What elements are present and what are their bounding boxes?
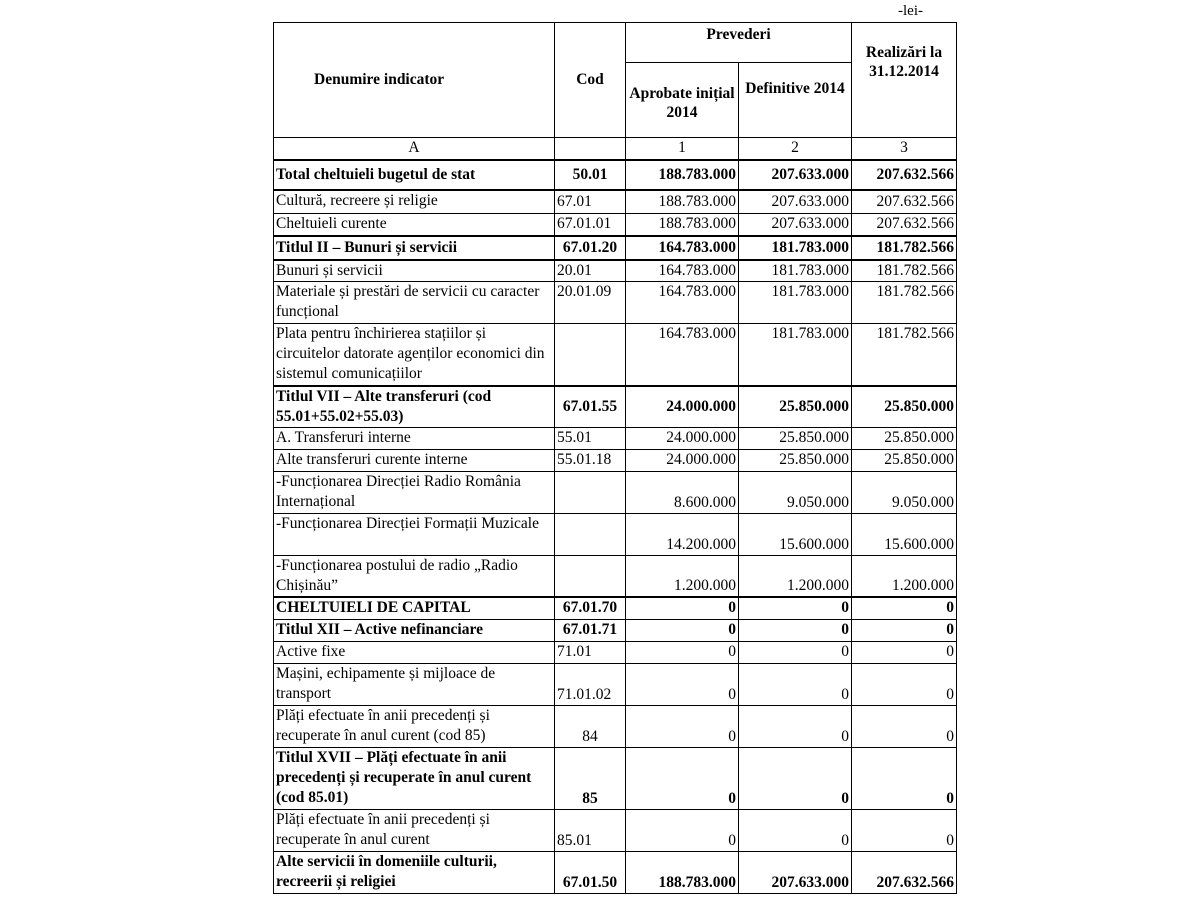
indicator-name: Titlul VII – Alte transferuri (cod 55.01+55.02+55.03) xyxy=(274,386,555,428)
value-definitive: 9.050.000 xyxy=(739,471,852,513)
value-realizari: 0 xyxy=(852,747,957,809)
value-definitive: 0 xyxy=(739,809,852,851)
value-definitive: 181.783.000 xyxy=(739,236,852,260)
value-aprobate: 0 xyxy=(626,663,739,705)
value-definitive: 207.633.000 xyxy=(739,160,852,190)
indicator-code: 67.01.01 xyxy=(555,214,626,236)
indicator-code: 67.01.20 xyxy=(555,236,626,260)
header-name: Denumire indicator xyxy=(274,23,555,138)
indicator-name: Plăți efectuate în anii precedenți și recuperate în anul curent (cod 85) xyxy=(274,705,555,747)
value-definitive: 207.633.000 xyxy=(739,190,852,214)
table-row xyxy=(274,427,957,449)
indicator-code: 67.01.71 xyxy=(555,619,626,641)
indicator-code: 85 xyxy=(555,747,626,809)
indicator-code: 50.01 xyxy=(555,160,626,190)
value-realizari: 0 xyxy=(852,619,957,641)
indicator-code: 71.01.02 xyxy=(555,663,626,705)
indicator-name: Cheltuieli curente xyxy=(274,214,555,236)
value-realizari: 0 xyxy=(852,597,957,619)
table-row xyxy=(274,663,957,705)
colnum-a: A xyxy=(274,138,555,160)
value-aprobate: 188.783.000 xyxy=(626,214,739,236)
table-row xyxy=(274,641,957,663)
indicator-code: 84 xyxy=(555,705,626,747)
value-definitive: 0 xyxy=(739,597,852,619)
value-aprobate: 164.783.000 xyxy=(626,260,739,282)
value-definitive: 0 xyxy=(739,747,852,809)
table-row xyxy=(274,214,957,236)
header-prevederi: Prevederi xyxy=(626,23,852,63)
value-aprobate: 8.600.000 xyxy=(626,471,739,513)
value-realizari: 0 xyxy=(852,641,957,663)
value-aprobate: 164.783.000 xyxy=(626,324,739,386)
value-aprobate: 24.000.000 xyxy=(626,386,739,428)
indicator-code: 67.01 xyxy=(555,190,626,214)
value-realizari: 207.632.566 xyxy=(852,851,957,893)
value-realizari: 181.782.566 xyxy=(852,260,957,282)
table-row xyxy=(274,597,957,619)
value-aprobate: 188.783.000 xyxy=(626,190,739,214)
value-aprobate: 164.783.000 xyxy=(626,236,739,260)
value-aprobate: 0 xyxy=(626,597,739,619)
value-definitive: 181.783.000 xyxy=(739,324,852,386)
value-aprobate: 0 xyxy=(626,641,739,663)
indicator-code xyxy=(555,471,626,513)
indicator-code: 67.01.55 xyxy=(555,386,626,428)
indicator-name: Plăți efectuate în anii precedenți și recuperate în anul curent xyxy=(274,809,555,851)
value-aprobate: 24.000.000 xyxy=(626,427,739,449)
table-row xyxy=(274,555,957,597)
indicator-code xyxy=(555,324,626,386)
indicator-code: 20.01 xyxy=(555,260,626,282)
header-aprobate: Aprobate inițial 2014 xyxy=(626,63,739,138)
table-row xyxy=(274,851,957,893)
table-row xyxy=(274,282,957,324)
indicator-name: Active fixe xyxy=(274,641,555,663)
value-aprobate: 24.000.000 xyxy=(626,449,739,471)
indicator-name: Plata pentru închirierea stațiilor și circuitelor datorate agenților economici din sistemul comunicațiilor xyxy=(274,324,555,386)
value-realizari: 0 xyxy=(852,663,957,705)
table-row xyxy=(274,449,957,471)
table-row xyxy=(274,513,957,555)
value-definitive: 181.783.000 xyxy=(739,282,852,324)
value-realizari: 25.850.000 xyxy=(852,427,957,449)
value-definitive: 25.850.000 xyxy=(739,386,852,428)
indicator-code: 67.01.50 xyxy=(555,851,626,893)
indicator-name: Cultură, recreere și religie xyxy=(274,190,555,214)
indicator-code xyxy=(555,513,626,555)
value-realizari: 25.850.000 xyxy=(852,386,957,428)
value-realizari: 207.632.566 xyxy=(852,190,957,214)
value-definitive: 0 xyxy=(739,619,852,641)
value-aprobate: 0 xyxy=(626,809,739,851)
colnum-3: 3 xyxy=(852,138,957,160)
indicator-name: -Funcționarea Direcției Formații Muzicale xyxy=(274,513,555,555)
table-row xyxy=(274,324,957,386)
value-definitive: 15.600.000 xyxy=(739,513,852,555)
table-row xyxy=(274,386,957,428)
value-realizari: 25.850.000 xyxy=(852,449,957,471)
value-aprobate: 0 xyxy=(626,619,739,641)
value-aprobate: 0 xyxy=(626,705,739,747)
value-definitive: 207.633.000 xyxy=(739,214,852,236)
value-realizari: 1.200.000 xyxy=(852,555,957,597)
value-aprobate: 0 xyxy=(626,747,739,809)
header-code: Cod xyxy=(555,23,626,138)
column-number-row xyxy=(274,138,957,160)
indicator-code: 55.01.18 xyxy=(555,449,626,471)
value-definitive: 25.850.000 xyxy=(739,449,852,471)
budget-table xyxy=(273,22,957,894)
indicator-name: Titlul II – Bunuri și servicii xyxy=(274,236,555,260)
table-row xyxy=(274,705,957,747)
value-realizari: 9.050.000 xyxy=(852,471,957,513)
value-aprobate: 14.200.000 xyxy=(626,513,739,555)
value-realizari: 207.632.566 xyxy=(852,214,957,236)
value-definitive: 1.200.000 xyxy=(739,555,852,597)
table-row xyxy=(274,190,957,214)
value-aprobate: 1.200.000 xyxy=(626,555,739,597)
indicator-name: Titlul XII – Active nefinanciare xyxy=(274,619,555,641)
indicator-name: Titlul XVII – Plăți efectuate în anii precedenți și recuperate în anul curent (cod 85.01) xyxy=(274,747,555,809)
value-definitive: 0 xyxy=(739,705,852,747)
indicator-name: Bunuri și servicii xyxy=(274,260,555,282)
value-realizari: 0 xyxy=(852,705,957,747)
table-row xyxy=(274,160,957,190)
colnum-1: 1 xyxy=(626,138,739,160)
indicator-name: -Funcționarea postului de radio „Radio Chișinău” xyxy=(274,555,555,597)
indicator-code: 71.01 xyxy=(555,641,626,663)
value-definitive: 0 xyxy=(739,641,852,663)
table-row xyxy=(274,260,957,282)
table-row xyxy=(274,619,957,641)
colnum-2: 2 xyxy=(739,138,852,160)
indicator-code: 55.01 xyxy=(555,427,626,449)
indicator-code: 85.01 xyxy=(555,809,626,851)
value-aprobate: 188.783.000 xyxy=(626,851,739,893)
indicator-name: Mașini, echipamente și mijloace de transport xyxy=(274,663,555,705)
value-aprobate: 188.783.000 xyxy=(626,160,739,190)
table-row xyxy=(274,747,957,809)
indicator-code xyxy=(555,555,626,597)
table-row xyxy=(274,809,957,851)
indicator-name: Materiale și prestări de servicii cu caracter funcțional xyxy=(274,282,555,324)
indicator-name: -Funcționarea Direcției Radio România Internațional xyxy=(274,471,555,513)
header-realizari: Realizări la 31.12.2014 xyxy=(852,23,957,138)
indicator-name: Alte transferuri curente interne xyxy=(274,449,555,471)
header-definitive: Definitive 2014 xyxy=(739,63,852,138)
indicator-name: A. Transferuri interne xyxy=(274,427,555,449)
value-realizari: 181.782.566 xyxy=(852,236,957,260)
value-realizari: 207.632.566 xyxy=(852,160,957,190)
indicator-name: Alte servicii în domeniile culturii, recreerii și religiei xyxy=(274,851,555,893)
indicator-code: 20.01.09 xyxy=(555,282,626,324)
value-realizari: 15.600.000 xyxy=(852,513,957,555)
value-realizari: 0 xyxy=(852,809,957,851)
colnum-blank xyxy=(555,138,626,160)
table-row xyxy=(274,236,957,260)
unit-label: -lei- xyxy=(898,3,923,19)
value-aprobate: 164.783.000 xyxy=(626,282,739,324)
indicator-code: 67.01.70 xyxy=(555,597,626,619)
value-realizari: 181.782.566 xyxy=(852,324,957,386)
value-definitive: 0 xyxy=(739,663,852,705)
indicator-name: CHELTUIELI DE CAPITAL xyxy=(274,597,555,619)
indicator-name: Total cheltuieli bugetul de stat xyxy=(274,160,555,190)
value-realizari: 181.782.566 xyxy=(852,282,957,324)
table-row xyxy=(274,471,957,513)
value-definitive: 181.783.000 xyxy=(739,260,852,282)
value-definitive: 25.850.000 xyxy=(739,427,852,449)
value-definitive: 207.633.000 xyxy=(739,851,852,893)
